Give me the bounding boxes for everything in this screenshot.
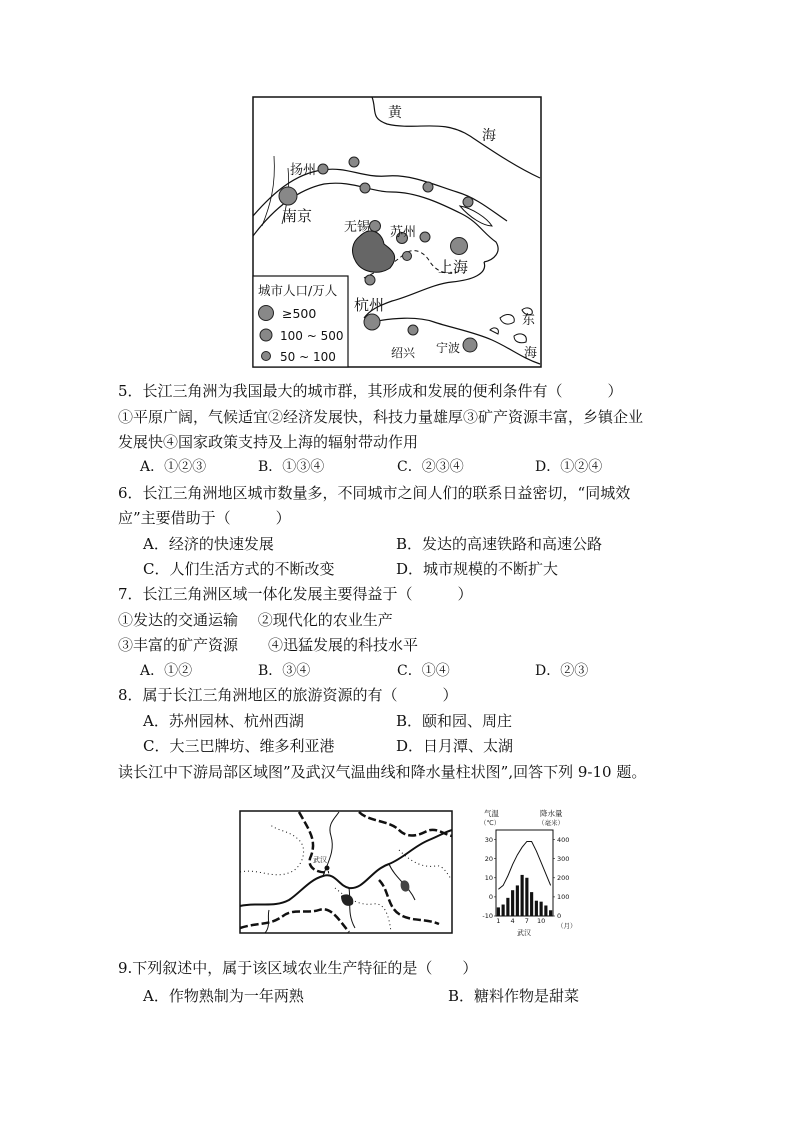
q9-option-b[interactable]: B．糖料作物是甜菜 [448,987,580,1005]
q7-statements-line2: ③丰富的矿产资源 ④迅猛发展的科技水平 [118,636,419,654]
month-tick-label: 7 [524,917,529,925]
temp-axis-unit: （℃） [480,819,501,827]
temp-tick-label: 10 [484,873,493,882]
q7-option-b[interactable]: B．③④ [258,663,311,679]
q8-option-c[interactable]: C．大三巴牌坊、维多利亚港 [143,737,335,755]
legend-title: 城市人口/万人 [258,283,338,298]
q7-option-c[interactable]: C．①④ [397,663,450,679]
q8-option-a[interactable]: A．苏州园林、杭州西湖 [143,712,304,730]
city-label-shanghai: 上海 [438,258,469,276]
precip-tick-label: 0 [557,912,562,921]
city-label-ningbo: 宁波 [436,341,461,355]
q6-option-b[interactable]: B．发达的高速铁路和高速公路 [396,535,603,553]
wuhan-climate-chart [470,806,590,936]
precip-bar [549,910,552,916]
precip-bar [497,907,500,916]
yangtze-delta-map [252,96,542,368]
city-label-suzhou: 苏州 [390,225,417,240]
q6-stem-line2: 应”主要借助于（ ） [118,509,291,527]
q5-stem: 5．长江三角洲为我国最大的城市群，其形成和发展的便利条件有（ ） [118,382,623,400]
chart-caption: 武汉 [517,929,531,936]
precip-bar [516,885,519,916]
yangtze-middle-lower-map [239,810,453,934]
legend-small-label: 50 ~ 100 [280,350,336,364]
q8-stem: 8．属于长江三角洲地区的旅游资源的有（ ） [118,686,458,704]
q6-option-c[interactable]: C．人们生活方式的不断改变 [143,560,335,578]
city-marker-shanghai [451,238,468,255]
month-tick-label: 4 [510,917,515,925]
city-marker-7 [365,275,375,285]
city-marker-ningbo [463,338,477,352]
precip-bar [521,875,524,916]
precip-bar [525,878,528,916]
legend-symbol-medium [260,329,272,341]
city-marker-1 [349,157,359,167]
q9-10-intro: 读长江中下游局部区域图”及武汉气温曲线和降水量柱状图”,回答下列 9-10 题。 [118,763,647,781]
precip-bar [502,905,505,916]
q6-stem: 6．长江三角洲地区城市数量多，不同城市之间人们的联系日益密切，“同城效 [118,484,631,502]
q7-option-a[interactable]: A．①② [140,663,193,679]
precip-bar [544,905,547,916]
q5-statements-line1: ①平原广阔，气候适宜②经济发展快，科技力量雄厚③矿产资源丰富，乡镇企业 [118,408,644,426]
city-label-hangzhou: 杭州 [354,296,385,314]
city-label-wuxi: 无锡 [344,220,371,235]
sea-label-east-1: 东 [522,313,536,328]
sea-label-yellow-1: 黄 [388,105,402,121]
temp-axis-label: 气温 [484,809,499,818]
plot-frame [496,830,553,916]
q5-option-c[interactable]: C．②③④ [397,459,464,475]
precip-axis-label: 降水量 [540,809,563,818]
wuhan-marker [325,866,330,871]
city-marker-hangzhou [364,314,380,330]
temp-tick-label: 20 [484,854,493,863]
sea-label-yellow-2: 海 [482,128,496,144]
q7-statements-line1: ①发达的交通运输 ②现代化的农业生产 [118,611,393,629]
month-tick-label: 10 [536,917,546,925]
month-tick-label: 1 [496,917,501,925]
city-marker-nanjing [279,187,297,205]
q5-statements-line2: 发展快④国家政策支持及上海的辐射带动作用 [118,433,419,451]
temp-tick-label: -10 [482,912,493,921]
q5-option-a[interactable]: A．①②③ [140,459,207,475]
wuhan-label: 武汉 [313,856,327,864]
city-marker-3 [423,182,433,192]
city-label-nanjing: 南京 [282,207,313,225]
q9-stem: 9.下列叙述中，属于该区域农业生产特征的是（ ） [118,959,478,977]
q8-option-b[interactable]: B．颐和园、周庄 [396,712,513,730]
precip-bar [530,892,533,916]
month-unit-label: （月） [557,922,577,930]
legend-medium-label: 100 ~ 500 [280,329,344,343]
sea-label-east-2: 海 [524,346,538,361]
q6-option-a[interactable]: A．经济的快速发展 [143,535,274,553]
city-marker-shaoxing [408,325,418,335]
precip-tick-label: 400 [557,835,570,844]
q6-option-d[interactable]: D．城市规模的不断扩大 [396,560,559,578]
precip-axis-unit: （毫米） [538,819,564,827]
legend-symbol-large [259,306,274,321]
q9-option-a[interactable]: A．作物熟制为一年两熟 [143,987,304,1005]
precip-bar [506,898,509,916]
city-marker-5 [420,232,430,242]
q5-option-d[interactable]: D．①②④ [535,459,603,475]
precip-tick-label: 200 [557,873,570,882]
temp-tick-label: 0 [488,893,493,902]
q7-stem: 7．长江三角洲区域一体化发展主要得益于（ ） [118,585,473,603]
precip-tick-label: 100 [557,893,570,902]
temp-tick-label: 30 [484,835,493,844]
legend-large-label: ≥500 [282,306,317,321]
q5-option-b[interactable]: B．①③④ [258,459,325,475]
q7-option-d[interactable]: D．②③ [535,663,589,679]
city-marker-6 [403,252,412,261]
city-label-shaoxing: 绍兴 [391,346,416,360]
legend-symbol-small [262,352,271,361]
temperature-curve [498,841,550,889]
city-marker-4 [463,197,473,207]
precip-bar [540,902,543,916]
city-label-yangzhou: 扬州 [290,163,317,178]
q8-option-d[interactable]: D．日月潭、太湖 [396,737,514,755]
precip-tick-label: 300 [557,854,570,863]
city-marker-wuxi [370,221,381,232]
city-marker-yangzhou [318,164,328,174]
precip-bar [511,890,514,916]
city-marker-2 [360,183,370,193]
precip-bar [535,901,538,916]
